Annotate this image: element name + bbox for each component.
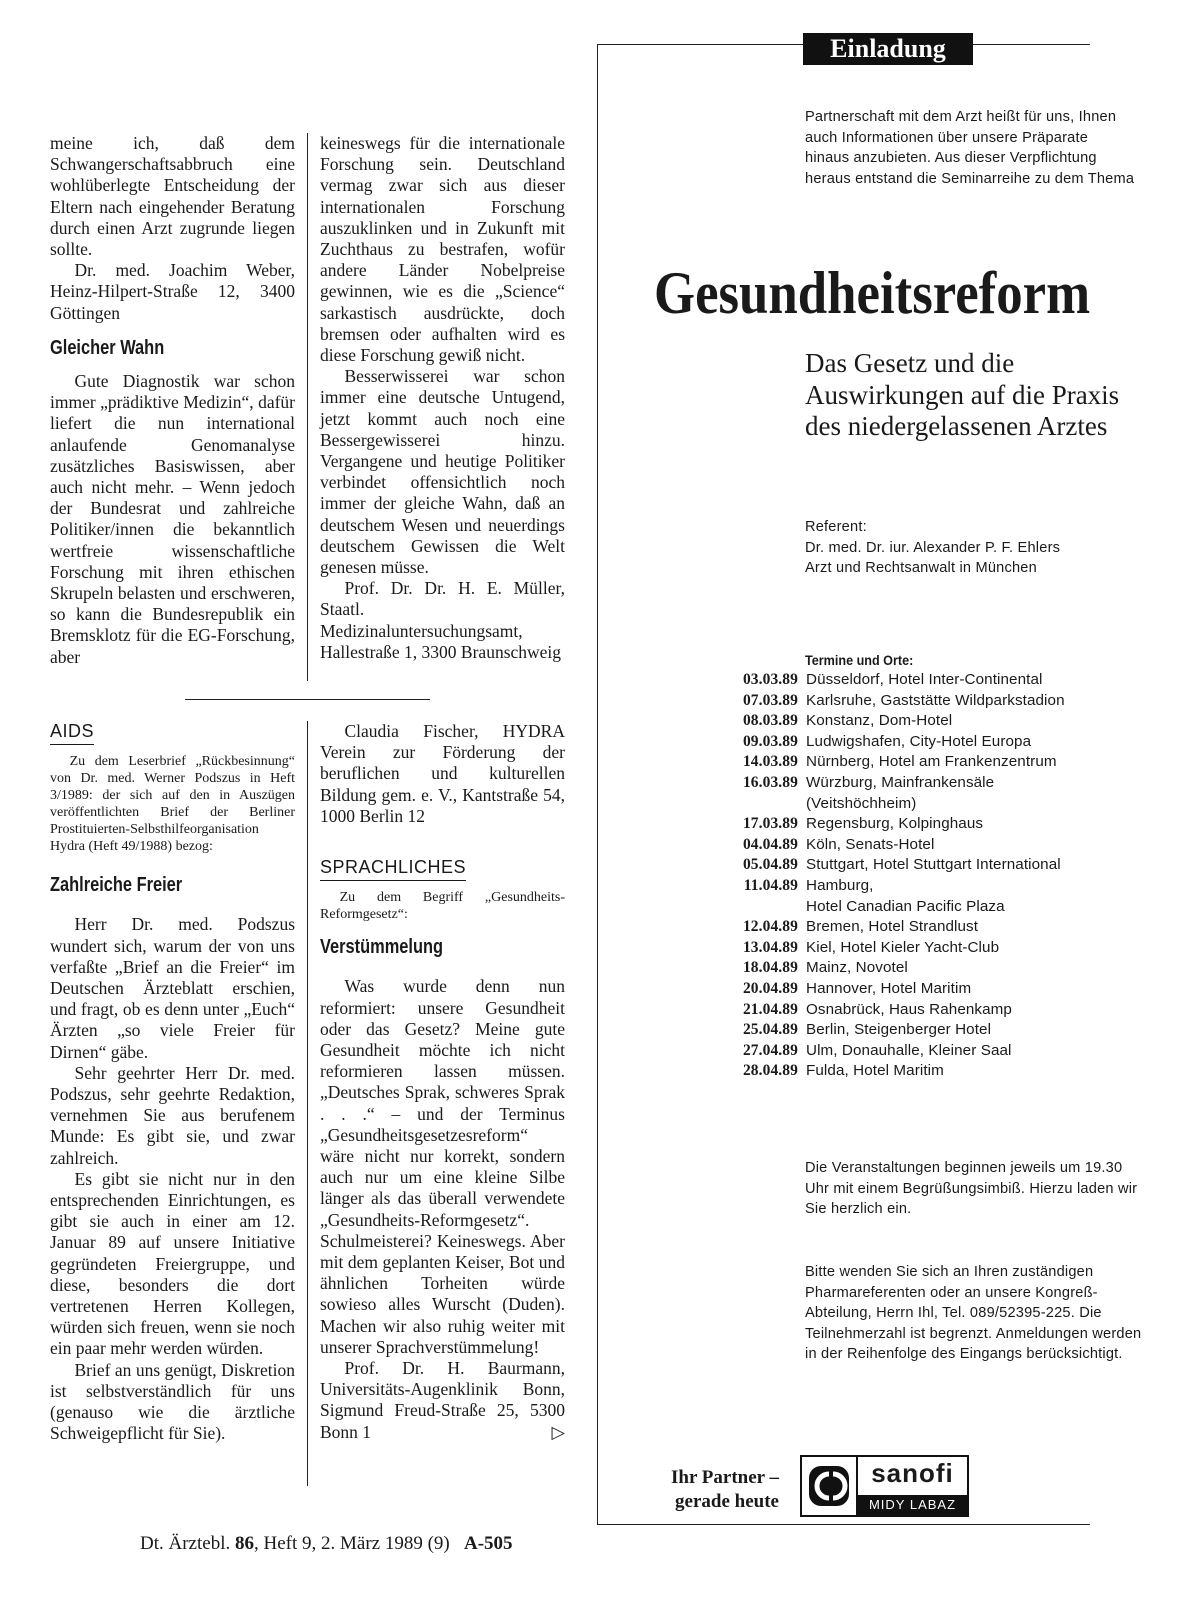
letter-signature: Prof. Dr. Dr. H. E. Müller, Staatl. Medizinaluntersuchungsamt, Hallestraße 1, 3300 Braunschweig xyxy=(320,578,565,662)
letter-intro xyxy=(50,753,295,855)
schedule-date: 25.04.89 xyxy=(742,1021,798,1039)
letter-intro xyxy=(320,889,565,923)
schedule-row xyxy=(718,958,1158,979)
schedule-row xyxy=(718,670,1158,691)
schedule-row xyxy=(718,691,1158,712)
schedule-date: 14.03.89 xyxy=(742,753,798,771)
letter-column-2-top xyxy=(320,133,565,663)
schedule-place: Mainz, Novotel xyxy=(806,959,908,977)
schedule-row xyxy=(718,794,1158,815)
schedule-date: 28.04.89 xyxy=(742,1062,798,1080)
referent-name: Dr. med. Dr. iur. Alexander P. F. Ehlers xyxy=(805,539,1061,556)
ad-title: Gesundheitsreform xyxy=(654,260,1091,326)
schedule-date: 12.04.89 xyxy=(742,918,798,936)
schedule-row xyxy=(718,1061,1158,1082)
schedule-place: (Veitshöchheim) xyxy=(806,794,917,812)
schedule-date: 17.03.89 xyxy=(742,815,798,833)
schedule-place: Hamburg, xyxy=(806,876,874,894)
letter-heading: Verstümmelung xyxy=(320,936,444,959)
schedule-place: Düsseldorf, Hotel Inter-Continental xyxy=(806,671,1043,688)
letter-intro-text: Zu dem Begriff „Gesundheits-Reformgesetz“: xyxy=(320,890,565,923)
schedule-place: Hotel Canadian Pacific Plaza xyxy=(806,897,1005,915)
schedule-row xyxy=(718,938,1158,959)
logo-name: sanofi xyxy=(871,1458,954,1488)
ad-left-border xyxy=(597,44,598,1525)
schedule-row xyxy=(718,876,1158,897)
schedule-place: Osnabrück, Haus Rahenkamp xyxy=(806,1000,1012,1018)
schedule-list xyxy=(718,670,1158,1082)
schedule-row xyxy=(718,1000,1158,1021)
letter-signature: Dr. med. Joachim Weber, Heinz-Hilpert-Straße 12, 3400 Göttingen xyxy=(50,260,295,323)
schedule-row xyxy=(718,732,1158,753)
schedule-row xyxy=(718,855,1158,876)
footer-page-number: A-505 xyxy=(464,1533,513,1554)
column-divider xyxy=(307,133,308,681)
schedule-place: Berlin, Steigenberger Hotel xyxy=(806,1021,992,1039)
schedule-row xyxy=(718,752,1158,773)
schedule-date: 20.04.89 xyxy=(742,979,798,997)
schedule-date: 05.04.89 xyxy=(742,856,798,874)
referent-label: Referent: xyxy=(805,519,867,535)
letter-column-1-top xyxy=(50,133,295,668)
section-divider xyxy=(185,699,430,700)
ad-bottom-border xyxy=(597,1524,1090,1525)
letter-text: Besserwisserei war schon immer eine deutsche Untugend, jetzt kommt auch noch eine Bessergewisserei hinzu. Vergangene und heutige Politiker verbindet offensichtlich noch immer der gleiche Wahn, daß an deutschem Wesen und neuerdings deutschem Gewissen die Welt genesen müsse. xyxy=(320,366,565,578)
letter-column-1-bottom xyxy=(50,721,295,1444)
schedule-row xyxy=(718,835,1158,856)
schedule-row xyxy=(718,814,1158,835)
schedule-row xyxy=(718,979,1158,1000)
schedule-place: Regensburg, Kolpinghaus xyxy=(806,815,984,833)
letter-text: Was wurde denn nun reformiert: unsere Gesundheit oder das Gesetz? Meine gute Gesundheit möchte ich nicht reformieren lassen müssen. „Deutsches Sprak, schweres Sprak . . .“ – und der Terminus „Gesundheitsgesetzesreform“ wäre nicht nur korrekt, sondern auch nur um eine kleine Silbe länger als das überall verwendete „Gesundheits-Reformgesetz“. Schulmeisterei? Keineswegs. Aber mit dem geplanten Keiser, Bot und ähnlichen Torheiten würde sowieso alles Wurscht (Duden). Machen wir also ruhig weiter mit unserer Sprachverstümmelung! xyxy=(320,976,565,1357)
ad-intro: Partnerschaft mit dem Arzt heißt für uns, Ihnen auch Informationen über unsere Präparate hinaus anzubieten. Aus dieser Verpflichtung heraus entstand die Seminarreihe zu dem Thema xyxy=(805,109,1135,187)
letter-text: Sehr geehrter Herr Dr. med. Podszus, sehr geehrte Redaktion, vernehmen Sie aus berufenem Munde: Es gibt sie, und zwar zahlreich. xyxy=(50,1062,295,1168)
letter-signature-text: Prof. Dr. H. Baurmann, Universitäts-Augenklinik Bonn, Sigmund Freud-Straße 25, 5300 Bonn 1 xyxy=(320,1358,565,1442)
schedule-date xyxy=(718,897,806,918)
schedule-place: Bremen, Hotel Strandlust xyxy=(806,918,979,936)
letter-signature: Claudia Fischer, HYDRA Verein zur Förderung der beruflichen und kulturellen Bildung gem. e. V., Kantstraße 54, 1000 Berlin 12 xyxy=(320,721,565,826)
schedule-place: Nürnberg, Hotel am Frankenzentrum xyxy=(806,753,1057,771)
letter-text: meine ich, daß dem Schwangerschaftsabbruch eine wohlüberlegte Entscheidung der Eltern nach eingehender Beratung durch einen Arzt zugrunde liegen sollte. xyxy=(50,133,295,260)
logo-subtitle: MIDY LABAZ xyxy=(858,1495,967,1515)
schedule-date: 16.03.89 xyxy=(742,773,798,791)
continue-arrow-icon: ▷ xyxy=(551,1421,565,1442)
schedule-date: 11.04.89 xyxy=(743,876,798,894)
page-footer xyxy=(140,1533,513,1555)
schedule-place: Fulda, Hotel Maritim xyxy=(806,1062,944,1080)
schedule-date: 08.03.89 xyxy=(742,712,798,730)
ad-partner-slogan: Ihr Partner – gerade heute xyxy=(670,1467,779,1512)
schedule-place: Hannover, Hotel Maritim xyxy=(806,979,972,997)
footer-journal: Dt. Ärztebl. xyxy=(140,1533,231,1554)
footer-volume: 86 xyxy=(234,1533,254,1554)
schedule-date: 13.04.89 xyxy=(742,938,798,956)
schedule-heading: Termine und Orte: xyxy=(805,652,914,668)
referent-title: Arzt und Rechtsanwalt in München xyxy=(805,560,1037,577)
letter-text: Herr Dr. med. Podszus wundert sich, warum der von uns verfaßte „Brief an die Freier“ im Deutschen Ärzteblatt erschien, und fragt, ob es denn unter „Euch“ Ärzten „so viele Freier für Dirnen“ gäbe. xyxy=(50,914,295,1062)
ad-contact-info: Bitte wenden Sie sich an Ihren zuständigen Pharmareferenten oder an unsere Kongreß-Abteilung, Herrn Ihl, Tel. 089/52395-225. Die Teilnehmerzahl ist begrenzt. Anmeldungen werden in der Reihenfolge des Eingangs berücksichtigt. xyxy=(805,1264,1142,1363)
letter-column-2-bottom xyxy=(320,721,565,1443)
rubric-sprachliches: SPRACHLICHES xyxy=(320,857,466,881)
schedule-place: Kiel, Hotel Kieler Yacht-Club xyxy=(806,938,1000,956)
schedule-place: Stuttgart, Hotel Stuttgart International xyxy=(806,856,1061,874)
schedule-row xyxy=(718,917,1158,938)
schedule-date: 09.03.89 xyxy=(742,732,798,750)
rubric-aids: AIDS xyxy=(50,721,94,745)
schedule-date: 18.04.89 xyxy=(742,959,798,977)
schedule-date: 03.03.89 xyxy=(742,671,798,688)
schedule-row xyxy=(718,1041,1158,1062)
letter-heading: Zahlreiche Freier xyxy=(50,874,183,897)
letter-text: Gute Diagnostik war schon immer „prädiktive Medizin“, dafür liefert die nun international anlaufende Genomanalyse zusätzliches Basiswissen, aber auch nicht mehr. – Wenn jedoch der Bundesrat und zahlreiche Politiker/innen die bekanntlich wertfreie wissenschaftliche Forschung mit ihren ethischen Skrupeln belasten und erschweren, so kann die Bundesrepublik ein Bremsklotz für die EG-Forschung, aber xyxy=(50,371,295,667)
footer-issue: , Heft 9, 2. März 1989 (9) xyxy=(253,1533,450,1554)
schedule-date: 21.04.89 xyxy=(742,1000,798,1018)
schedule-place: Köln, Senats-Hotel xyxy=(806,835,935,853)
schedule-row xyxy=(718,711,1158,732)
ad-subtitle: Das Gesetz und die Auswirkungen auf die Praxis des niedergelassenen Arztes xyxy=(805,348,1120,441)
letter-text: keineswegs für die internationale Forschung sein. Deutschland vermag zwar sich aus dieser internationalen Forschung auszuklinken und in Zukunft mit Zuchthaus zu bestrafen, wofür andere Länder Nobelpreise gewinnen, wie es die „Science“ sarkastisch ausdrückte, doch bremsen oder aufhalten wird es diese Forschung gewiß nicht. xyxy=(320,133,565,366)
column-divider xyxy=(307,721,308,1486)
letter-intro-text: Zu dem Leserbrief „Rückbesinnung“ von Dr. med. Werner Podszus in Heft 3/1989: der sich auf den in Auszügen veröffentlichten Brief der Berliner Prostituierten-Selbsthilfeorganisation Hydra (Heft 49/1988) bezog: xyxy=(50,754,295,855)
letter-text: Es gibt sie nicht nur in den entsprechenden Einrichtungen, es gibt sie auch in einer am 12. Januar 89 auf unsere Initiative gegründeten Freiergruppe, und diese, besonders die dort vertretenen Herren Kollegen, würden sich freuen, wenn sie noch ein paar mehr werden würden. xyxy=(50,1168,295,1359)
ad-referent xyxy=(805,517,1145,579)
ad-event-info: Die Veranstaltungen beginnen jeweils um 19.30 Uhr mit einem Begrüßungsimbiß. Hierzu laden wir Sie herzlich ein. xyxy=(805,1160,1138,1218)
logo-wordmark xyxy=(858,1457,967,1515)
schedule-place: Karlsruhe, Gaststätte Wildparkstadion xyxy=(806,691,1065,709)
schedule-place: Würzburg, Mainfrankensäle xyxy=(806,773,995,791)
schedule-row xyxy=(718,773,1158,794)
schedule-row xyxy=(718,897,1158,918)
schedule-place: Ulm, Donauhalle, Kleiner Saal xyxy=(806,1041,1012,1059)
letter-text: Brief an uns genügt, Diskretion ist selbstverständlich für uns (genauso wie die ärztliche Schweigepflicht für Sie). xyxy=(50,1359,295,1444)
sanofi-logo xyxy=(800,1455,969,1517)
schedule-place: Konstanz, Dom-Hotel xyxy=(806,712,953,730)
schedule-row xyxy=(718,1020,1158,1041)
ad-badge-einladung: Einladung xyxy=(803,33,973,65)
schedule-date xyxy=(718,794,806,815)
schedule-date: 27.04.89 xyxy=(742,1041,798,1059)
schedule-place: Ludwigshafen, City-Hotel Europa xyxy=(806,732,1032,750)
letter-heading: Gleicher Wahn xyxy=(50,336,165,359)
sanofi-mark-icon xyxy=(802,1457,858,1515)
letter-signature xyxy=(320,1358,565,1443)
schedule-date: 07.03.89 xyxy=(742,691,798,709)
schedule-date: 04.04.89 xyxy=(742,835,798,853)
